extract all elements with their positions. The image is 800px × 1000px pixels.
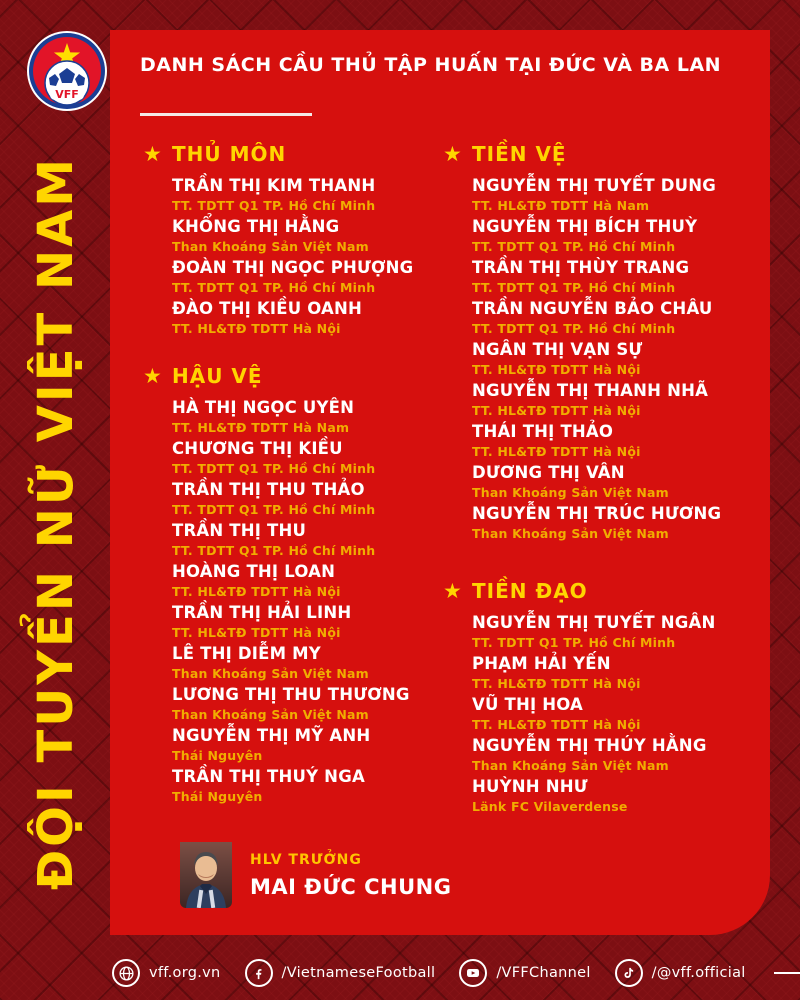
star-icon: ★ (143, 364, 162, 388)
roster-section (143, 142, 443, 336)
player-club: Thái Nguyên (172, 789, 263, 804)
player-club: TT. TDTT Q1 TP. Hồ Chí Minh (172, 198, 376, 213)
player-club: TT. HL&TĐ TDTT Hà Nội (472, 676, 641, 691)
coach-role-label: HLV TRƯỞNG (250, 851, 362, 868)
player-club: TT. TDTT Q1 TP. Hồ Chí Minh (472, 321, 676, 336)
player-name: NGUYỄN THỊ MỸ ANH (172, 726, 371, 745)
section-title: THỦ MÔN (172, 142, 287, 166)
player-item (472, 422, 773, 459)
player-item (472, 613, 773, 650)
player-item (172, 521, 443, 558)
player-name: HUỲNH NHƯ (472, 777, 588, 796)
player-item (172, 176, 443, 213)
player-name: TRẦN THỊ KIM THANH (172, 176, 376, 195)
player-name: NGÂN THỊ VẠN SỰ (472, 340, 643, 359)
player-item (472, 654, 773, 691)
footer-social-label: vff.org.vn (149, 965, 221, 981)
player-name: VŨ THỊ HOA (472, 695, 584, 714)
player-club: Länk FC Vilaverdense (472, 799, 628, 814)
player-item (472, 463, 773, 500)
player-name: TRẦN THỊ THU (172, 521, 307, 540)
footer-social-item (459, 959, 590, 987)
player-item (172, 480, 443, 517)
player-club: TT. HL&TĐ TDTT Hà Nội (172, 584, 341, 599)
player-item (172, 767, 443, 804)
coach-text (250, 852, 452, 899)
player-name: THÁI THỊ THẢO (472, 422, 614, 441)
section-header (143, 364, 443, 388)
roster-section (443, 142, 773, 541)
footer-social-label: /VFFChannel (496, 965, 591, 981)
tiktok-icon (615, 959, 643, 987)
player-item (472, 381, 773, 418)
player-club: Than Khoáng Sản Việt Nam (172, 666, 369, 681)
roster-section (443, 579, 773, 814)
coach-name: MAI ĐỨC CHUNG (250, 874, 452, 899)
footer-social-label: /VietnameseFootball (281, 965, 436, 981)
vertical-team-title: ĐỘI TUYỂN NỮ VIỆT NAM (28, 155, 84, 891)
youtube-icon (459, 959, 487, 987)
player-club: TT. TDTT Q1 TP. Hồ Chí Minh (172, 280, 376, 295)
player-item (472, 504, 773, 541)
title-underline (140, 113, 312, 116)
player-item (172, 644, 443, 681)
player-item (172, 603, 443, 640)
star-icon: ★ (443, 142, 462, 166)
footer-social-label: /@vff.official (651, 965, 746, 981)
player-name: KHỔNG THỊ HẰNG (172, 217, 340, 236)
footer-bar (112, 956, 800, 990)
player-name: HÀ THỊ NGỌC UYÊN (172, 398, 355, 417)
player-club: TT. TDTT Q1 TP. Hồ Chí Minh (472, 635, 676, 650)
player-item (472, 217, 773, 254)
coach-block (180, 842, 452, 908)
player-item (172, 726, 443, 763)
player-club: TT. TDTT Q1 TP. Hồ Chí Minh (172, 543, 376, 558)
footer-social-item (112, 959, 221, 987)
player-name: HOÀNG THỊ LOAN (172, 562, 336, 581)
player-item (472, 299, 773, 336)
player-name: TRẦN THỊ HẢI LINH (172, 603, 352, 622)
player-club: TT. HL&TĐ TDTT Hà Nam (172, 420, 350, 435)
player-name: NGUYỄN THỊ TUYẾT NGÂN (472, 613, 716, 632)
player-name: NGUYỄN THỊ BÍCH THUỲ (472, 217, 698, 236)
player-club: TT. HL&TĐ TDTT Hà Nội (472, 403, 641, 418)
vff-logo-icon (26, 30, 108, 112)
player-item (472, 258, 773, 295)
player-club: Thái Nguyên (172, 748, 263, 763)
players-column-right (443, 142, 773, 818)
player-club: Than Khoáng Sản Việt Nam (172, 239, 369, 254)
player-club: Than Khoáng Sản Việt Nam (472, 758, 669, 773)
player-club: Than Khoáng Sản Việt Nam (472, 485, 669, 500)
star-icon: ★ (143, 142, 162, 166)
player-club: TT. HL&TĐ TDTT Hà Nội (472, 362, 641, 377)
player-club: TT. TDTT Q1 TP. Hồ Chí Minh (172, 502, 376, 517)
player-name: LÊ THỊ DIỄM MY (172, 644, 321, 663)
player-name: CHƯƠNG THỊ KIỀU (172, 439, 343, 458)
section-title: TIỀN ĐẠO (472, 579, 588, 603)
player-club: TT. TDTT Q1 TP. Hồ Chí Minh (172, 461, 376, 476)
section-title: HẬU VỆ (172, 364, 263, 388)
player-name: NGUYỄN THỊ TRÚC HƯƠNG (472, 504, 722, 523)
player-item (472, 340, 773, 377)
player-item (172, 439, 443, 476)
player-club: TT. TDTT Q1 TP. Hồ Chí Minh (472, 280, 676, 295)
player-item (472, 176, 773, 213)
player-item (172, 258, 443, 295)
player-name: TRẦN THỊ THUÝ NGA (172, 767, 365, 786)
player-club: TT. HL&TĐ TDTT Hà Nội (472, 717, 641, 732)
player-club: Than Khoáng Sản Việt Nam (172, 707, 369, 722)
footer-divider-line (774, 972, 800, 974)
section-header (143, 142, 443, 166)
player-item (172, 398, 443, 435)
player-item (172, 685, 443, 722)
player-item (172, 299, 443, 336)
player-item (172, 217, 443, 254)
player-name: TRẦN NGUYỄN BẢO CHÂU (472, 299, 713, 318)
page-title: DANH SÁCH CẦU THỦ TẬP HUẤN TẠI ĐỨC VÀ BA LAN (140, 54, 722, 76)
player-name: NGUYỄN THỊ TUYẾT DUNG (472, 176, 716, 195)
player-club: TT. HL&TĐ TDTT Hà Nam (472, 198, 650, 213)
section-title: TIỀN VỆ (472, 142, 567, 166)
player-item (472, 695, 773, 732)
players-column-left (143, 142, 443, 808)
player-name: PHẠM HẢI YẾN (472, 654, 611, 673)
vff-logo (26, 30, 108, 112)
player-club: TT. TDTT Q1 TP. Hồ Chí Minh (472, 239, 676, 254)
footer-social-item (615, 959, 746, 987)
player-club: TT. HL&TĐ TDTT Hà Nội (472, 444, 641, 459)
facebook-icon (245, 959, 273, 987)
star-icon: ★ (443, 579, 462, 603)
player-name: ĐOÀN THỊ NGỌC PHƯỢNG (172, 258, 414, 277)
player-name: DƯƠNG THỊ VÂN (472, 463, 625, 482)
player-name: NGUYỄN THỊ THÚY HẰNG (472, 736, 707, 755)
footer-social-item (245, 959, 436, 987)
player-name: TRẦN THỊ THU THẢO (172, 480, 365, 499)
vff-logo-text: VFF (55, 88, 79, 101)
player-name: ĐÀO THỊ KIỀU OANH (172, 299, 363, 318)
player-club: TT. HL&TĐ TDTT Hà Nội (172, 321, 341, 336)
section-header (443, 579, 773, 603)
player-item (472, 736, 773, 773)
player-name: LƯƠNG THỊ THU THƯƠNG (172, 685, 410, 704)
player-item (172, 562, 443, 599)
player-name: NGUYỄN THỊ THANH NHÃ (472, 381, 709, 400)
player-name: TRẦN THỊ THÙY TRANG (472, 258, 690, 277)
coach-photo (180, 842, 232, 908)
roster-section (143, 364, 443, 804)
section-header (443, 142, 773, 166)
player-club: TT. HL&TĐ TDTT Hà Nội (172, 625, 341, 640)
player-item (472, 777, 773, 814)
player-club: Than Khoáng Sản Việt Nam (472, 526, 669, 541)
globe-icon (112, 959, 140, 987)
